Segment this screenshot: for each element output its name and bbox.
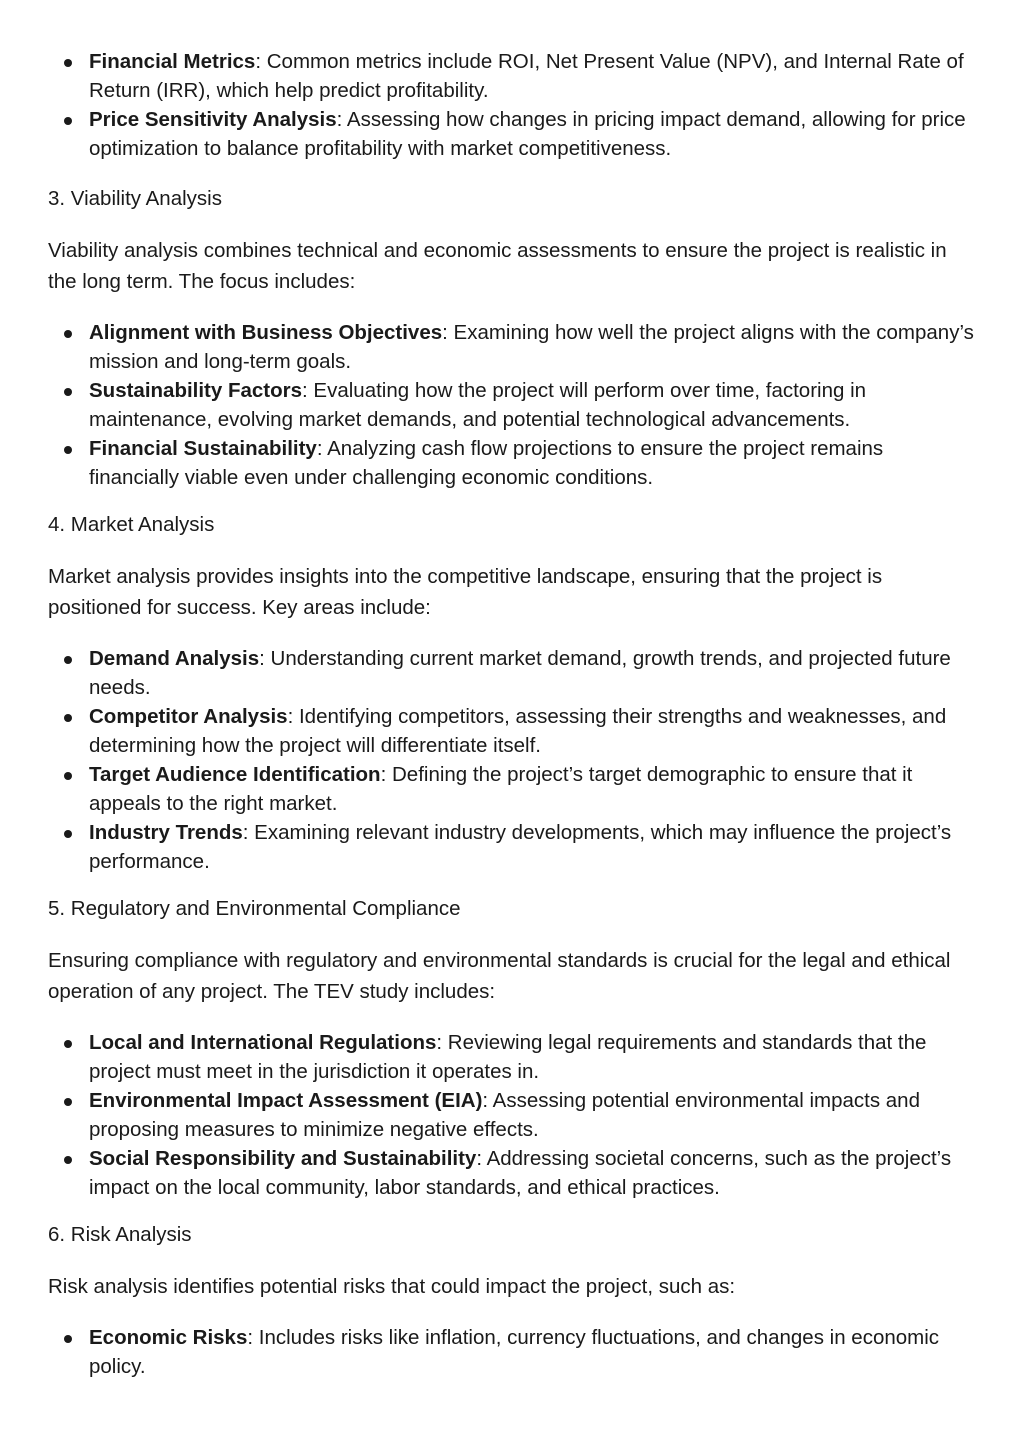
item-term: Price Sensitivity Analysis xyxy=(89,108,337,131)
list-item xyxy=(89,105,978,163)
bullet-list xyxy=(48,1323,978,1381)
item-term: Demand Analysis xyxy=(89,647,260,670)
document-page xyxy=(48,0,978,1381)
item-text: : Assessing how changes in pricing impact demand, allowing for price optimization to balance profitability with market competitiveness. xyxy=(89,108,966,160)
bullet-icon xyxy=(64,388,72,396)
bullet-icon xyxy=(64,830,72,838)
list-item xyxy=(89,1086,978,1144)
item-term: Alignment with Business Objectives xyxy=(89,321,443,344)
list-item xyxy=(89,434,978,492)
item-text: : Evaluating how the project will perform over time, factoring in maintenance, evolving market demands, and potential technological advancements. xyxy=(89,379,867,431)
item-text: : Analyzing cash flow projections to ensure the project remains financially viable even under challenging economic conditions. xyxy=(89,437,884,489)
bullet-list xyxy=(48,318,978,492)
bullet-icon xyxy=(64,1040,72,1048)
bullet-icon xyxy=(64,1156,72,1164)
list-item xyxy=(89,644,978,702)
bullet-icon xyxy=(64,446,72,454)
bullet-list xyxy=(48,0,978,163)
list-item xyxy=(89,1028,978,1086)
bullet-icon xyxy=(64,656,72,664)
item-text: : Understanding current market demand, growth trends, and projected future needs. xyxy=(89,647,951,699)
section-intro: Viability analysis combines technical and economic assessments to ensure the project is realistic in the long term. The focus includes: xyxy=(48,239,947,293)
item-text: : Defining the project’s target demographic to ensure that it appeals to the right market. xyxy=(89,763,913,815)
bullet-icon xyxy=(64,1335,72,1343)
bullet-icon xyxy=(64,59,72,67)
item-term: Financial Sustainability xyxy=(89,437,317,460)
item-term: Financial Metrics xyxy=(89,50,256,73)
bullet-icon xyxy=(64,772,72,780)
item-text: : Identifying competitors, assessing their strengths and weaknesses, and determining how the project will differentiate itself. xyxy=(89,705,947,757)
bullet-icon xyxy=(64,330,72,338)
bullet-icon xyxy=(64,714,72,722)
item-text: : Includes risks like inflation, currency fluctuations, and changes in economic policy. xyxy=(89,1326,940,1378)
item-term: Economic Risks xyxy=(89,1326,248,1349)
bullet-icon xyxy=(64,117,72,125)
list-item xyxy=(89,318,978,376)
list-item xyxy=(89,376,978,434)
section-heading: 4. Market Analysis xyxy=(48,513,215,536)
item-term: Environmental Impact Assessment (EIA) xyxy=(89,1089,483,1112)
section-intro: Risk analysis identifies potential risks that could impact the project, such as: xyxy=(48,1275,736,1298)
section-intro: Market analysis provides insights into the competitive landscape, ensuring that the project is positioned for success. Key areas include: xyxy=(48,565,883,619)
item-text: : Reviewing legal requirements and standards that the project must meet in the jurisdiction it operates in. xyxy=(89,1031,927,1083)
item-text: : Addressing societal concerns, such as the project’s impact on the local community, labor standards, and ethical practices. xyxy=(89,1147,952,1199)
list-item xyxy=(89,1144,978,1202)
section-intro: Ensuring compliance with regulatory and environmental standards is crucial for the legal and ethical operation of any project. The TEV study includes: xyxy=(48,949,951,1003)
item-text: : Assessing potential environmental impacts and proposing measures to minimize negative effects. xyxy=(89,1089,920,1141)
item-text: : Examining how well the project aligns with the company’s mission and long-term goals. xyxy=(89,321,974,373)
item-term: Local and International Regulations xyxy=(89,1031,437,1054)
section-heading: 5. Regulatory and Environmental Compliance xyxy=(48,897,461,920)
list-item xyxy=(89,702,978,760)
bullet-icon xyxy=(64,1098,72,1106)
list-item xyxy=(89,1323,978,1381)
list-item xyxy=(89,818,978,876)
item-term: Target Audience Identification xyxy=(89,763,381,786)
section-heading: 6. Risk Analysis xyxy=(48,1223,192,1246)
list-item xyxy=(89,760,978,818)
bullet-list xyxy=(48,644,978,876)
item-term: Sustainability Factors xyxy=(89,379,303,402)
bullet-list xyxy=(48,1028,978,1202)
section-heading: 3. Viability Analysis xyxy=(48,187,222,210)
item-term: Social Responsibility and Sustainability xyxy=(89,1147,477,1170)
item-term: Competitor Analysis xyxy=(89,705,288,728)
item-term: Industry Trends xyxy=(89,821,243,844)
item-text: : Examining relevant industry developments, which may influence the project’s performance. xyxy=(89,821,952,873)
list-item xyxy=(89,47,978,105)
item-text: : Common metrics include ROI, Net Present Value (NPV), and Internal Rate of Return (IRR), which help predict profitability. xyxy=(89,50,964,102)
